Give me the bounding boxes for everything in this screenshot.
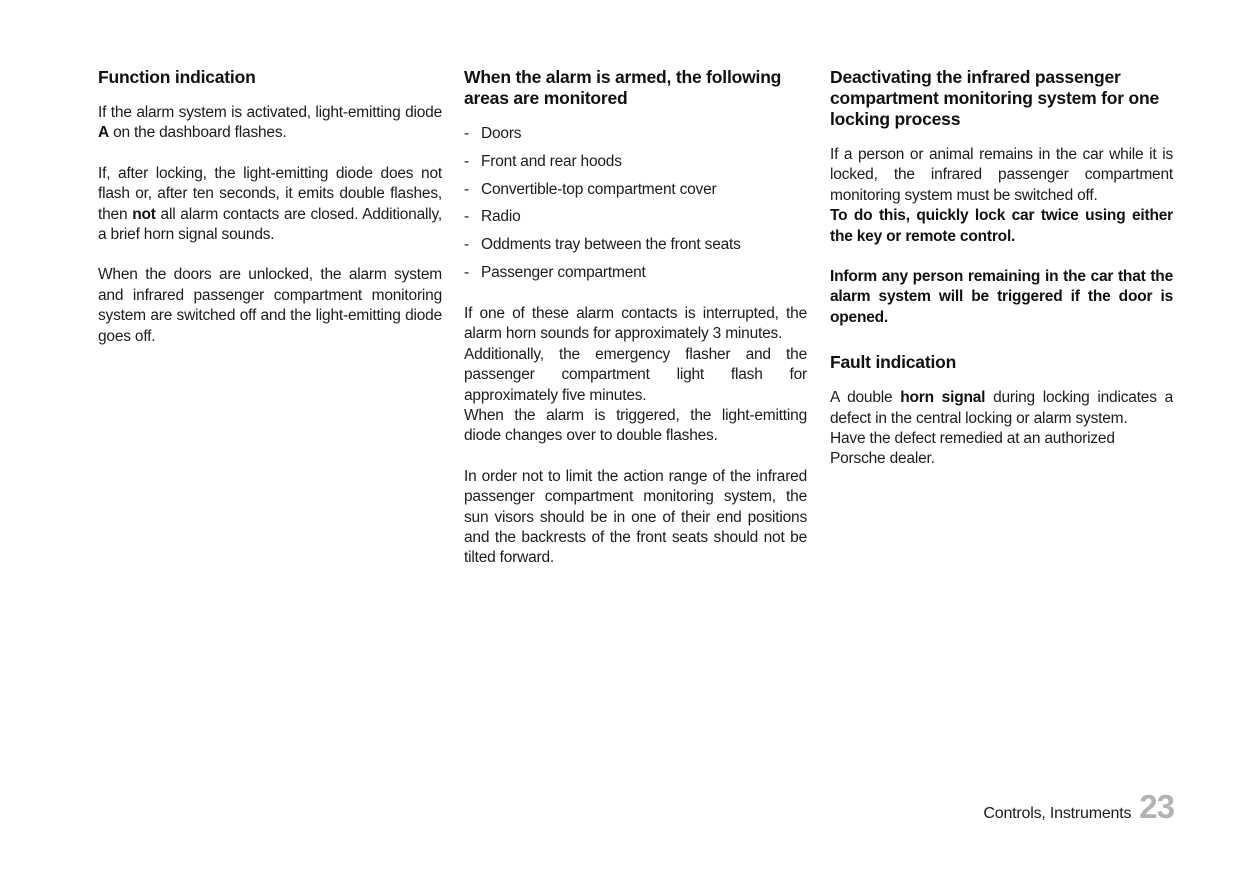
heading-fault-indication: Fault indication (830, 352, 957, 373)
paragraph-bold: Inform any person remaining in the car that the alarm system will be triggered if the door is opened. (830, 268, 1173, 326)
paragraph: If one of these alarm contacts is interrupted, the alarm horn sounds for approximately 3 minutes. (464, 305, 807, 343)
heading-deactivating-monitoring: Deactivating the infrared passenger compartment monitoring system for one locking process (830, 67, 1160, 129)
list-item: - Convertible-top compartment cover (464, 180, 807, 200)
text: If the alarm system is activated, light-emitting diode (98, 104, 442, 121)
paragraph: If a person or animal remains in the car while it is locked, the infrared passenger compartment monitoring system must be switched off. (830, 146, 1173, 204)
list-item: - Front and rear hoods (464, 152, 807, 172)
column-1 (98, 64, 442, 347)
list-item: - Oddments tray between the front seats (464, 235, 807, 255)
list-item: - Passenger compartment (464, 263, 807, 283)
heading-function-indication: Function indication (98, 67, 256, 87)
column-3 (830, 64, 1173, 470)
paragraph (830, 388, 1173, 429)
heading-alarm-armed: When the alarm is armed, the following areas are monitored (464, 67, 782, 108)
text: during locking indicates a defect in the central locking or alarm system. (830, 389, 1173, 427)
text: If, after locking, the light-emitting diode does not flash or, after ten seconds, it emits double flashes, then (98, 164, 442, 223)
text: all alarm contacts are closed. Additionally, a brief horn signal sounds. (98, 205, 442, 244)
footer-section-title: Controls, Instruments (983, 805, 1132, 822)
paragraph (98, 164, 442, 246)
paragraph: When the doors are unlocked, the alarm system and infrared passenger compartment monitoring system are switched off and the light-emitting diode goes off. (98, 266, 442, 345)
list-item: - Doors (464, 124, 807, 144)
page-footer (900, 788, 1174, 826)
list-item: - Radio (464, 207, 807, 227)
text-bold: horn signal (900, 389, 986, 407)
paragraph: In order not to limit the action range of the infrared passenger compartment monitoring system, the sun visors should be in one of their end positions and the backrests of the front seats should not be tilted forward. (464, 467, 807, 567)
paragraph (98, 103, 442, 144)
page-number: 23 (1139, 788, 1174, 825)
paragraph: Have the defect remedied at an authorized Porsche dealer. (830, 430, 1115, 468)
paragraph-bold: To do this, quickly lock car twice using either the key or remote control. (830, 207, 1173, 245)
text-bold: not (132, 205, 156, 223)
text: on the dashboard flashes. (109, 124, 287, 142)
paragraph: Additionally, the emergency flasher and the passenger compartment light flash for approximately five minutes. (464, 345, 807, 404)
monitored-areas-list (464, 124, 807, 283)
text-bold: A (98, 124, 109, 142)
paragraph: When the alarm is triggered, the light-emitting diode changes over to double flashes. (464, 407, 807, 445)
text: A double (830, 389, 901, 407)
column-2 (464, 64, 807, 569)
